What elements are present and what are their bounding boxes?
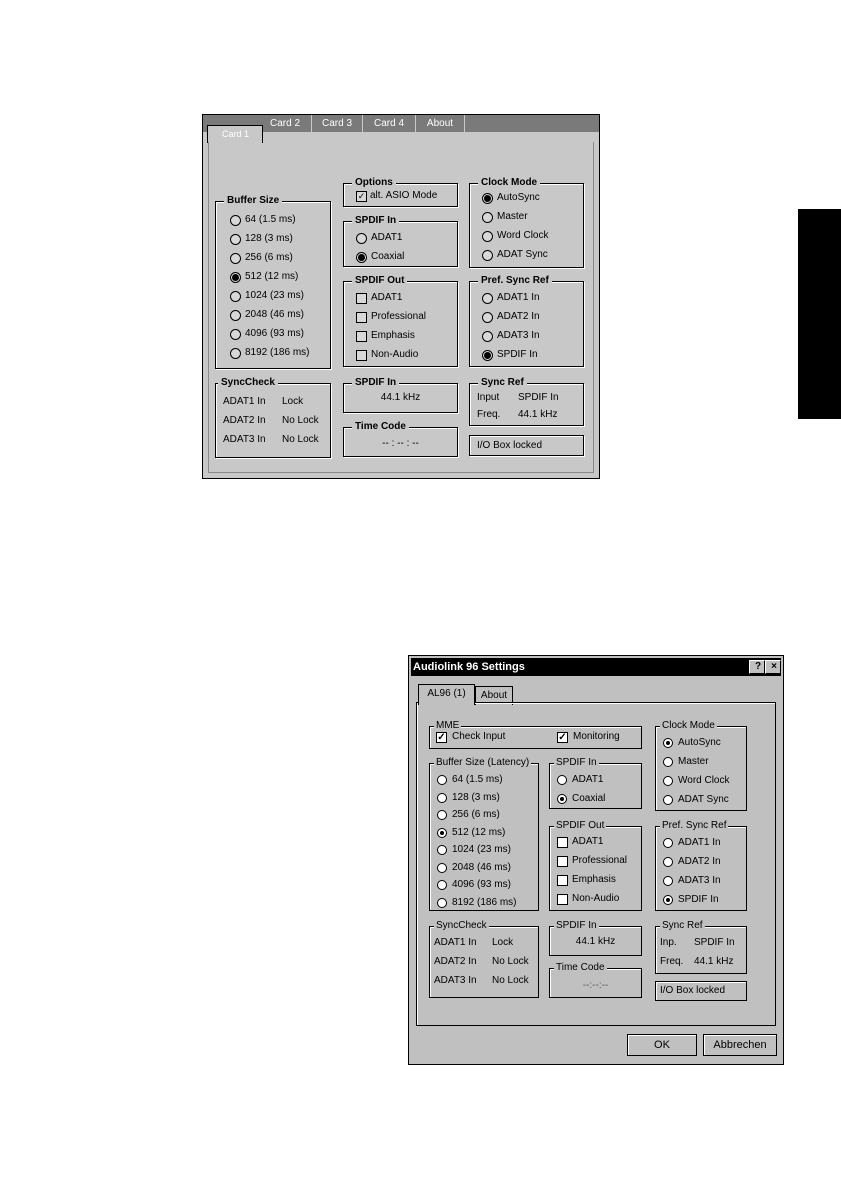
spdif-in-option-label: Coaxial <box>572 793 606 804</box>
clock-mode-option-radio[interactable] <box>482 193 493 204</box>
buffer-size-option-radio[interactable] <box>437 880 447 890</box>
pref-sync-ref-option-label: ADAT1 In <box>678 837 721 848</box>
synccheck-row-value: No Lock <box>282 434 319 445</box>
buffer-size-option-label: 2048 (46 ms) <box>452 861 511 873</box>
synccheck-group <box>429 920 539 998</box>
tab-about-label: About <box>480 690 508 701</box>
options-group <box>343 177 458 207</box>
pref-sync-ref-option-label: SPDIF In <box>678 894 719 905</box>
ok-button[interactable]: OK <box>627 1034 697 1056</box>
buffer-size-option-label: 512 (12 ms) <box>452 826 506 838</box>
clock-mode-title: Clock Mode <box>478 177 540 189</box>
spdif-out-option-label: ADAT1 <box>572 836 604 847</box>
buffer-size-option-label: 4096 (93 ms) <box>245 328 304 339</box>
tab-al96[interactable] <box>418 684 475 705</box>
sync-ref-group <box>655 920 747 974</box>
pref-sync-ref-option-radio[interactable] <box>663 895 673 905</box>
sync-ref-input-label: Input <box>477 392 500 403</box>
spdif-in-group <box>549 757 642 809</box>
synccheck-row-label: ADAT1 In <box>434 937 477 948</box>
buffer-size-option-label: 64 (1.5 ms) <box>245 214 296 225</box>
spdif-out-group <box>549 820 642 911</box>
buffer-size-option-label: 256 (6 ms) <box>452 809 500 820</box>
clock-mode-option-label: Word Clock <box>678 775 730 786</box>
buffer-size-option-label: 4096 (93 ms) <box>452 879 511 890</box>
buffer-size-option-label: 8192 (186 ms) <box>452 896 517 908</box>
time-code-group <box>549 962 642 998</box>
sync-ref-freq-value: 44.1 kHz <box>518 409 558 420</box>
clock-mode-title: Clock Mode <box>662 720 715 731</box>
spdif-in-option-label: ADAT1 <box>371 232 403 243</box>
card-settings-panel <box>202 114 600 479</box>
alt-asio-label: alt. ASIO Mode <box>370 190 438 201</box>
pref-sync-ref-option-radio[interactable] <box>482 331 493 342</box>
spdif-in-rate-value: 44.1 kHz <box>380 392 421 403</box>
spdif-out-title: SPDIF Out <box>352 275 407 287</box>
cancel-button[interactable]: Abbrechen <box>703 1034 777 1056</box>
buffer-size-option-label: 2048 (46 ms) <box>245 309 304 320</box>
clock-mode-option-label: AutoSync <box>497 192 540 203</box>
monitoring-checkbox[interactable]: ✓ <box>558 732 567 743</box>
spdif-out-option-label: Emphasis <box>371 330 415 341</box>
buffer-size-option-radio[interactable] <box>230 348 241 359</box>
sync-ref-freq-label: Freq. <box>660 956 684 967</box>
clock-mode-option-radio[interactable] <box>482 231 493 242</box>
sync-ref-title: Sync Ref <box>662 920 703 931</box>
time-code-value: --:--:-- <box>582 980 609 991</box>
spdif-in-option-radio[interactable] <box>356 252 367 263</box>
clock-mode-option-label: Master <box>497 211 528 222</box>
tab-card-4[interactable]: Card 4 <box>363 115 416 132</box>
spdif-in-title: SPDIF In <box>556 757 597 768</box>
tab-card-2[interactable]: Card 2 <box>259 115 312 132</box>
clock-mode-option-radio[interactable] <box>482 250 493 261</box>
spdif-in-rate-value: 44.1 kHz <box>575 936 616 947</box>
sync-ref-freq-label: Freq. <box>477 409 501 420</box>
spdif-out-option-checkbox[interactable] <box>356 293 367 304</box>
clock-mode-option-radio[interactable] <box>663 795 673 805</box>
title-bar <box>411 658 781 676</box>
pref-sync-ref-option-radio[interactable] <box>663 876 673 886</box>
synccheck-row-value: Lock <box>282 396 304 407</box>
synccheck-title: SyncCheck <box>436 920 487 931</box>
buffer-size-option-radio[interactable] <box>437 863 447 873</box>
pref-sync-ref-option-label: ADAT1 In <box>497 292 540 303</box>
options-title: Options <box>352 177 396 189</box>
sync-ref-title: Sync Ref <box>478 377 527 389</box>
pref-sync-ref-option-radio[interactable] <box>663 857 673 867</box>
io-status-box <box>655 981 747 1001</box>
buffer-size-option-radio[interactable] <box>437 775 447 785</box>
sync-ref-group <box>469 377 584 426</box>
mme-title: MME <box>436 720 460 731</box>
spdif-in-option-label: ADAT1 <box>572 774 604 785</box>
spdif-out-option-label: ADAT1 <box>371 292 403 303</box>
buffer-size-option-radio[interactable] <box>230 215 241 226</box>
sync-ref-input-label: Inp. <box>660 937 677 948</box>
buffer-size-option-radio[interactable] <box>437 845 447 855</box>
buffer-size-option-radio[interactable] <box>230 272 241 283</box>
chapter-marker <box>798 209 841 419</box>
buffer-size-option-radio[interactable] <box>230 291 241 302</box>
dialog-title: Audiolink 96 Settings <box>413 661 525 673</box>
clock-mode-option-label: Master <box>678 756 709 767</box>
tab-card-1[interactable] <box>207 125 263 143</box>
pref-sync-ref-option-label: ADAT3 In <box>678 875 721 886</box>
close-button[interactable]: × <box>765 660 781 674</box>
clock-mode-option-label: ADAT Sync <box>497 249 548 260</box>
mme-group <box>429 720 642 749</box>
buffer-size-option-radio[interactable] <box>230 329 241 340</box>
spdif-out-option-label: Emphasis <box>572 874 616 885</box>
spdif-out-option-checkbox[interactable] <box>356 350 367 361</box>
tab-card-1-label: Card 1 <box>222 129 250 139</box>
pref-sync-ref-option-radio[interactable] <box>663 838 673 848</box>
buffer-size-option-radio[interactable] <box>230 253 241 264</box>
spdif-out-title: SPDIF Out <box>556 820 605 831</box>
buffer-size-option-radio[interactable] <box>437 828 447 838</box>
clock-mode-option-label: AutoSync <box>678 737 721 748</box>
pref-sync-ref-group <box>469 275 584 367</box>
spdif-in-rate-title: SPDIF In <box>556 920 597 931</box>
buffer-size-option-label: 128 (3 ms) <box>452 791 500 803</box>
spdif-in-group <box>343 215 458 267</box>
io-status-box <box>469 435 584 456</box>
time-code-value: -- : -- : -- <box>382 438 419 449</box>
clock-mode-option-label: Word Clock <box>497 230 549 241</box>
io-status-text: I/O Box locked <box>477 440 543 451</box>
synccheck-row-label: ADAT2 In <box>434 956 477 967</box>
buffer-size-group <box>215 195 331 369</box>
sync-ref-input-value: SPDIF In <box>518 392 559 403</box>
buffer-size-option-radio[interactable] <box>437 898 447 908</box>
spdif-out-option-label: Professional <box>371 311 427 322</box>
synccheck-row-label: ADAT1 In <box>223 396 266 407</box>
pref-sync-ref-option-radio[interactable] <box>482 312 493 323</box>
synccheck-row-value: Lock <box>492 937 514 948</box>
pref-sync-ref-option-label: SPDIF In <box>497 349 538 360</box>
spdif-out-option-label: Non-Audio <box>572 893 620 904</box>
spdif-out-group <box>343 275 458 367</box>
sync-ref-input-value: SPDIF In <box>694 937 735 948</box>
clock-mode-option-radio[interactable] <box>482 212 493 223</box>
tab-al96-label: AL96 (1) <box>427 688 466 699</box>
synccheck-group <box>215 377 331 458</box>
sync-ref-freq-value: 44.1 kHz <box>694 956 734 967</box>
spdif-in-rate-group <box>343 377 458 413</box>
spdif-in-option-radio[interactable] <box>557 794 567 804</box>
io-status-text: I/O Box locked <box>660 985 726 996</box>
help-button[interactable]: ? <box>749 660 765 674</box>
spdif-in-rate-group <box>549 920 642 956</box>
spdif-in-option-radio[interactable] <box>356 233 367 244</box>
buffer-size-option-radio[interactable] <box>437 810 447 820</box>
clock-mode-option-radio[interactable] <box>663 757 673 767</box>
clock-mode-option-radio[interactable] <box>663 738 673 748</box>
buffer-size-title: Buffer Size <box>224 195 282 207</box>
synccheck-title: SyncCheck <box>218 377 278 389</box>
spdif-out-option-checkbox[interactable] <box>557 856 568 867</box>
spdif-in-option-label: Coaxial <box>371 251 405 262</box>
tab-about[interactable]: About <box>416 115 465 132</box>
spdif-out-option-checkbox[interactable] <box>356 312 367 323</box>
synccheck-row-value: No Lock <box>492 956 529 967</box>
synccheck-row-label: ADAT3 In <box>223 434 266 445</box>
pref-sync-ref-title: Pref. Sync Ref <box>478 275 552 287</box>
pref-sync-ref-title: Pref. Sync Ref <box>662 820 727 831</box>
spdif-in-rate-title: SPDIF In <box>352 377 399 389</box>
buffer-size-option-radio[interactable] <box>230 310 241 321</box>
synccheck-row-label: ADAT3 In <box>434 975 477 986</box>
monitoring-label: Monitoring <box>573 731 620 742</box>
time-code-title: Time Code <box>352 421 409 433</box>
audiolink-settings-dialog <box>408 655 784 1065</box>
spdif-out-option-checkbox[interactable] <box>557 837 568 848</box>
clock-mode-group <box>469 177 584 268</box>
clock-mode-group <box>655 720 747 811</box>
buffer-size-option-radio[interactable] <box>437 793 447 803</box>
spdif-out-option-checkbox[interactable] <box>557 894 568 905</box>
buffer-size-title: Buffer Size (Latency) <box>436 757 530 768</box>
synccheck-row-label: ADAT2 In <box>223 415 266 426</box>
spdif-out-option-checkbox[interactable] <box>356 331 367 342</box>
time-code-title: Time Code <box>556 962 605 973</box>
spdif-out-option-label: Professional <box>572 855 628 866</box>
buffer-size-option-label: 64 (1.5 ms) <box>452 774 503 785</box>
spdif-in-option-radio[interactable] <box>557 775 567 785</box>
time-code-group <box>343 421 458 457</box>
clock-mode-option-label: ADAT Sync <box>678 794 729 805</box>
pref-sync-ref-option-label: ADAT3 In <box>497 330 540 341</box>
buffer-size-option-label: 1024 (23 ms) <box>245 290 304 301</box>
pref-sync-ref-option-radio[interactable] <box>482 293 493 304</box>
spdif-in-title: SPDIF In <box>352 215 399 227</box>
buffer-size-option-label: 8192 (186 ms) <box>245 347 310 358</box>
buffer-size-option-label: 256 (6 ms) <box>245 252 293 263</box>
buffer-size-group <box>429 757 539 911</box>
synccheck-row-value: No Lock <box>492 975 529 986</box>
buffer-size-option-label: 128 (3 ms) <box>245 233 293 244</box>
buffer-size-option-label: 512 (12 ms) <box>245 271 299 282</box>
spdif-out-option-label: Non-Audio <box>371 349 419 360</box>
pref-sync-ref-option-label: ADAT2 In <box>678 856 721 867</box>
buffer-size-option-radio[interactable] <box>230 234 241 245</box>
check-input-label: Check Input <box>452 731 506 742</box>
pref-sync-ref-group <box>655 820 747 911</box>
pref-sync-ref-option-radio[interactable] <box>482 350 493 361</box>
alt-asio-checkbox[interactable]: ✓ <box>357 191 366 201</box>
synccheck-row-value: No Lock <box>282 415 319 426</box>
tab-card-3[interactable]: Card 3 <box>312 115 363 132</box>
spdif-out-option-checkbox[interactable] <box>557 875 568 886</box>
check-input-checkbox[interactable]: ✓ <box>437 732 446 743</box>
buffer-size-option-label: 1024 (23 ms) <box>452 844 511 855</box>
clock-mode-option-radio[interactable] <box>663 776 673 786</box>
pref-sync-ref-option-label: ADAT2 In <box>497 311 540 322</box>
